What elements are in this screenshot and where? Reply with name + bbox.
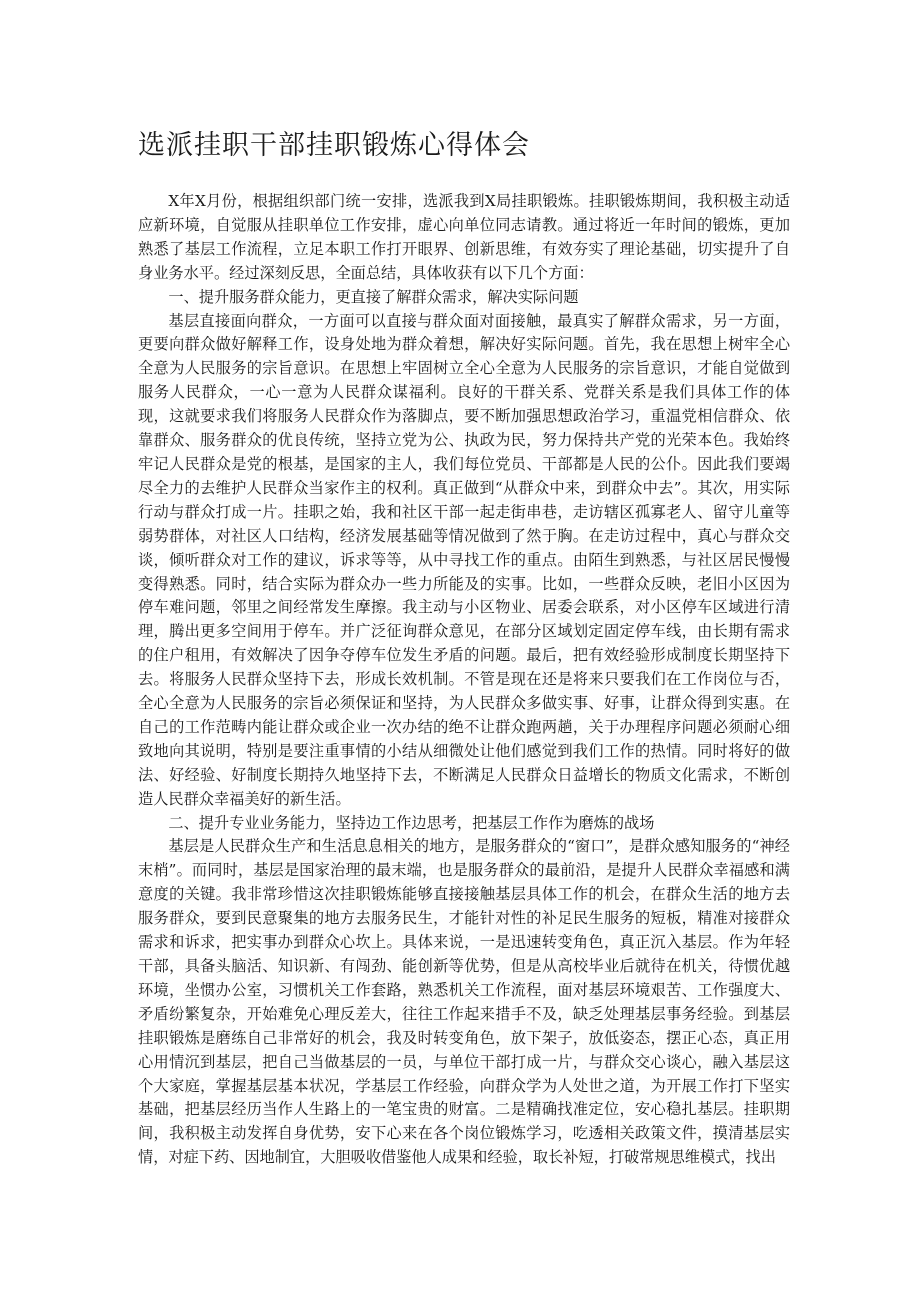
section-body-1: 基层直接面向群众，一方面可以直接与群众面对面接触，最真实了解群众需求，另一方面，更要向群众做好解释工作，设身处地为群众着想，解决好实际问题。首先，我在思想上树牢全心全意为人民服务的宗旨意识。在思想上牢固树立全心全意为人民服务的宗旨意识，才能自觉做到服务人民群众，一心一意为人民群众谋福利。良好的干群关系、党群关系是我们具体工作的体现，这就要求我们将服务人民群众作为落脚点，要不断加强思想政治学习，重温党相信群众、依靠群众、服务群众的优良传统，坚持立党为公、执政为民，努力保持共产党的光荣本色。我始终牢记人民群众是党的根基，是国家的主人，我们每位党员、干部都是人民的公仆。因此我们要竭尽全力的去维护人民群众当家作主的权利。真正做到“从群众中来，到群众中去”。其次，用实际行动与群众打成一片。挂职之始，我和社区干部一起走街串巷，走访辖区孤寡老人、留守儿童等弱势群体，对社区人口结构，经济发展基础等情况做到了然于胸。在走访过程中，真心与群众交谈，倾听群众对工作的建议，诉求等等，从中寻找工作的重点。由陌生到熟悉，与社区居民慢慢变得熟悉。同时，结合实际为群众办一些力所能及的实事。比如，一些群众反映，老旧小区因为停车难问题，邻里之间经常发生摩擦。我主动与小区物业、居委会联系，对小区停车区域进行清理，腾出更多空间用于停车。并广泛征询群众意见，在部分区域划定固定停车线，由长期有需求的住户租用，有效解决了因争夺停车位发生矛盾的问题。最后，把有效经验形成制度长期坚持下去。将服务人民群众坚持下去，形成长效机制。不管是现在还是将来只要我们在工作岗位与否，全心全意为人民服务的宗旨必须保证和坚持，为人民群众多做实事、好事，让群众得到实惠。在自己的工作范畴内能让群众或企业一次办结的绝不让群众跑两趟，关于办理程序问题必须耐心细致地向其说明，特别是要注重事情的小结从细微处让他们感觉到我们工作的热情。同时将好的做法、好经验、好制度长期持久地坚持下去，不断满足人民群众日益增长的物质文化需求，不断创造人民群众幸福美好的新生活。 [138,311,790,808]
section-body-2: 基层是人民群众生产和生活息息相关的地方，是服务群众的“窗口”，是群众感知服务的“神经末梢”。而同时，基层是国家治理的最末端，也是服务群众的最前沿，是提升人民群众幸福感和满意度的关键。我非常珍惜这次挂职锻炼能够直接接触基层具体工作的机会，在群众生活的地方去服务群众，要到民意聚集的地方去服务民生，才能针对性的补足民生服务的短板，精准对接群众需求和诉求，把实事办到群众心坎上。具体来说，一是迅速转变角色，真正沉入基层。作为年轻干部，具备头脑活、知识新、有闯劲、能创新等优势，但是从高校毕业后就待在机关，待惯优越环境，坐惯办公室，习惯机关工作套路，熟悉机关工作流程，面对基层环境艰苦、工作强度大、矛盾纷繁复杂，开始难免心理反差大，往往工作起来措手不及，缺乏处理基层事务经验。到基层挂职锻炼是磨练自己非常好的机会，我及时转变角色，放下架子，放低姿态，摆正心态，真正用心用情沉到基层，把自己当做基层的一员，与单位干部打成一片，与群众交心谈心，融入基层这个大家庭，掌握基层基本状况，学基层工作经验，向群众学为人处世之道，为开展工作打下坚实基础，把基层经历当作人生路上的一笔宝贵的财富。二是精确找准定位，安心稳扎基层。挂职期间，我积极主动发挥自身优势，安下心来在各个岗位锻炼学习，吃透相关政策文件，摸清基层实情，对症下药、因地制宜，大胆吸收借鉴他人成果和经验，取长补短，打破常规思维模式，找出 [138,837,790,1167]
section-heading-1: 一、提升服务群众能力，更直接了解群众需求，解决实际问题 [168,287,579,306]
document-title: 选派挂职干部挂职锻炼心得体会 [138,130,530,161]
intro-paragraph: X年X月份，根据组织部门统一安排，选派我到X局挂职锻炼。挂职锻炼期间，我积极主动适应新环境，自觉服从挂职单位工作安排，虚心向单位同志请教。通过将近一年时间的锻炼，更加熟悉了基层工作流程，立足本职工作打开眼界、创新思维，有效夯实了理论基础，切实提升了自身业务水平。经过深刻反思，全面总结，具体收获有以下几个方面： [138,192,790,282]
document-page [138,128,790,1170]
section-heading-2: 二、提升专业业务能力，坚持边工作边思考，把基层工作作为磨炼的战场 [168,813,655,832]
